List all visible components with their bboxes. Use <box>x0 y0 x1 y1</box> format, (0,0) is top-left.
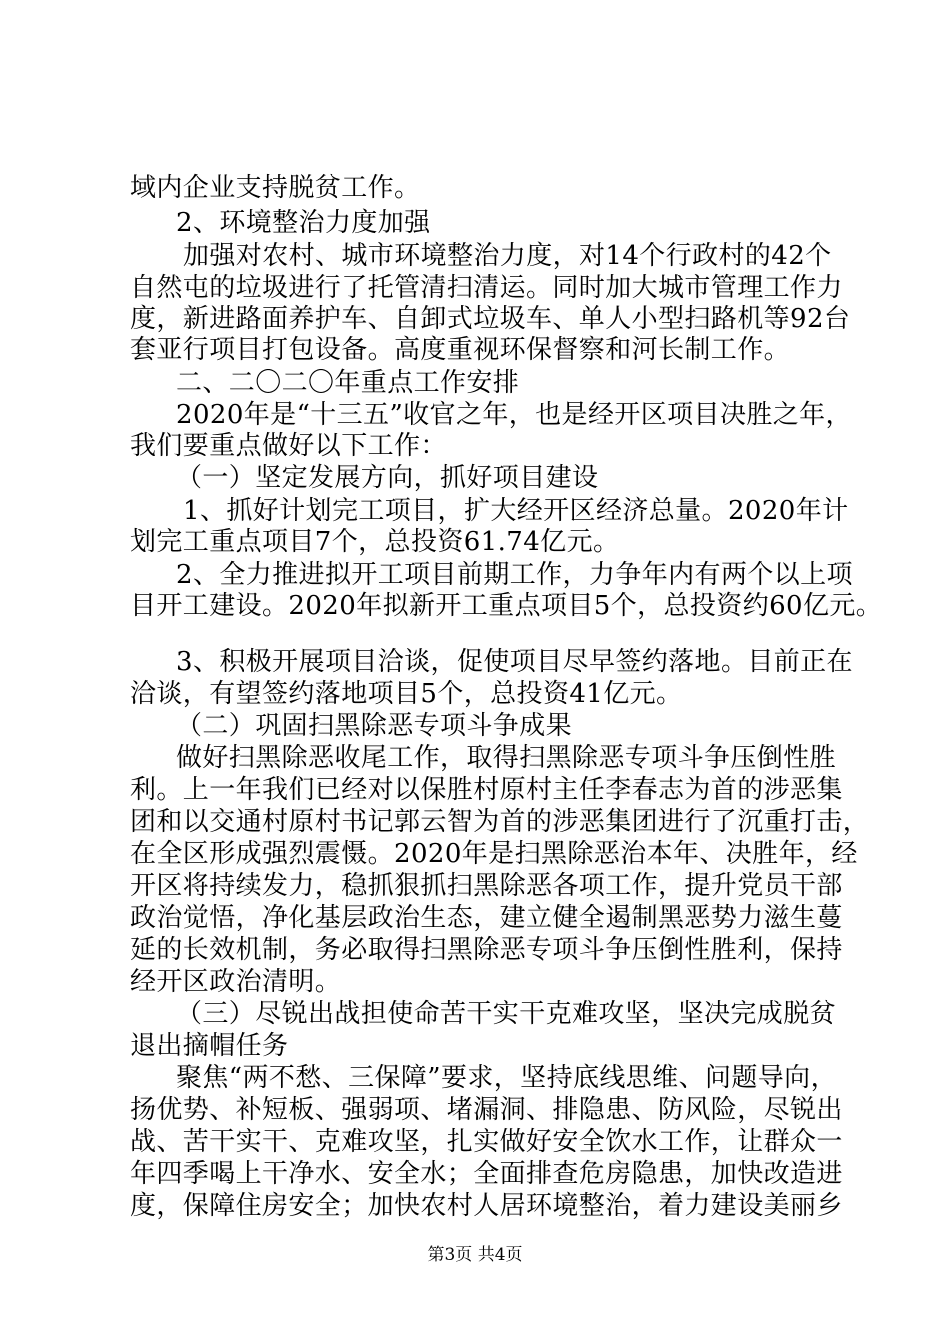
text-line: 目开工建设。2020年拟新开工重点项目5个，总投资约60亿元。 <box>130 591 883 621</box>
text-line: 3、积极开展项目洽谈，促使项目尽早签约落地。目前正在 <box>176 647 853 677</box>
text-line: 1、抓好计划完工项目，扩大经开区经济总量。2020年计 <box>183 496 849 526</box>
text-line: 在全区形成强烈震慑。2020年是扫黑除恶治本年、决胜年，经 <box>130 839 858 869</box>
section-heading: 二、二〇二〇年重点工作安排 <box>176 368 520 398</box>
section-heading: （三）尽锐出战担使命苦干实干克难攻坚，坚决完成脱贫 <box>176 999 837 1029</box>
text-line: 2、全力推进拟开工项目前期工作，力争年内有两个以上项 <box>176 560 853 590</box>
text-line: 开区将持续发力，稳抓狠抓扫黑除恶各项工作，提升党员干部 <box>130 871 843 901</box>
text-line: 度，新进路面养护车、自卸式垃圾车、单人小型扫路机等92台 <box>130 304 851 334</box>
text-line: 我们要重点做好以下工作： <box>130 431 447 461</box>
text-line: 度，保障住房安全；加快农村人居环境整治，着力建设美丽乡 <box>130 1191 843 1221</box>
text-line: 延的长效机制，务必取得扫黑除恶专项斗争压倒性胜利，保持 <box>130 935 843 965</box>
text-line: 年四季喝上干净水、安全水；全面排查危房隐患，加快改造进 <box>130 1159 843 1189</box>
text-line: 团和以交通村原村书记郭云智为首的涉恶集团进行了沉重打击， <box>130 807 870 837</box>
text-line: 扬优势、补短板、强弱项、堵漏洞、排隐患、防风险，尽锐出 <box>130 1095 843 1125</box>
page-number-footer: 第3页 共4页 <box>427 1245 523 1265</box>
text-line: 聚焦“两不愁、三保障”要求，坚持底线思维、问题导向， <box>176 1063 837 1093</box>
text-line: 域内企业支持脱贫工作。 <box>130 173 421 203</box>
text-line: 做好扫黑除恶收尾工作，取得扫黑除恶专项斗争压倒性胜 <box>176 743 837 773</box>
text-line: 利。上一年我们已经对以保胜村原村主任李春志为首的涉恶集 <box>130 775 843 805</box>
text-line: 2020年是“十三五”收官之年，也是经开区项目决胜之年， <box>176 400 852 430</box>
text-line: 政治觉悟，净化基层政治生态，建立健全遏制黑恶势力滋生蔓 <box>130 903 843 933</box>
section-heading: （二）巩固扫黑除恶专项斗争成果 <box>176 711 573 741</box>
text-line: 洽谈，有望签约落地项目5个，总投资41亿元。 <box>130 679 683 709</box>
section-heading: 2、环境整治力度加强 <box>176 208 431 238</box>
section-heading: 退出摘帽任务 <box>130 1031 289 1061</box>
text-line: 加强对农村、城市环境整治力度，对14个行政村的42个 <box>183 241 832 271</box>
text-line: 战、苦干实干、克难攻坚，扎实做好安全饮水工作，让群众一 <box>130 1127 843 1157</box>
text-line: 自然屯的垃圾进行了托管清扫清运。同时加大城市管理工作力 <box>130 273 843 303</box>
section-heading: （一）坚定发展方向，抓好项目建设 <box>176 463 599 493</box>
text-line: 经开区政治清明。 <box>130 967 342 997</box>
text-line: 套亚行项目打包设备。高度重视环保督察和河长制工作。 <box>130 335 791 365</box>
text-line: 划完工重点项目7个，总投资61.74亿元。 <box>130 527 620 557</box>
